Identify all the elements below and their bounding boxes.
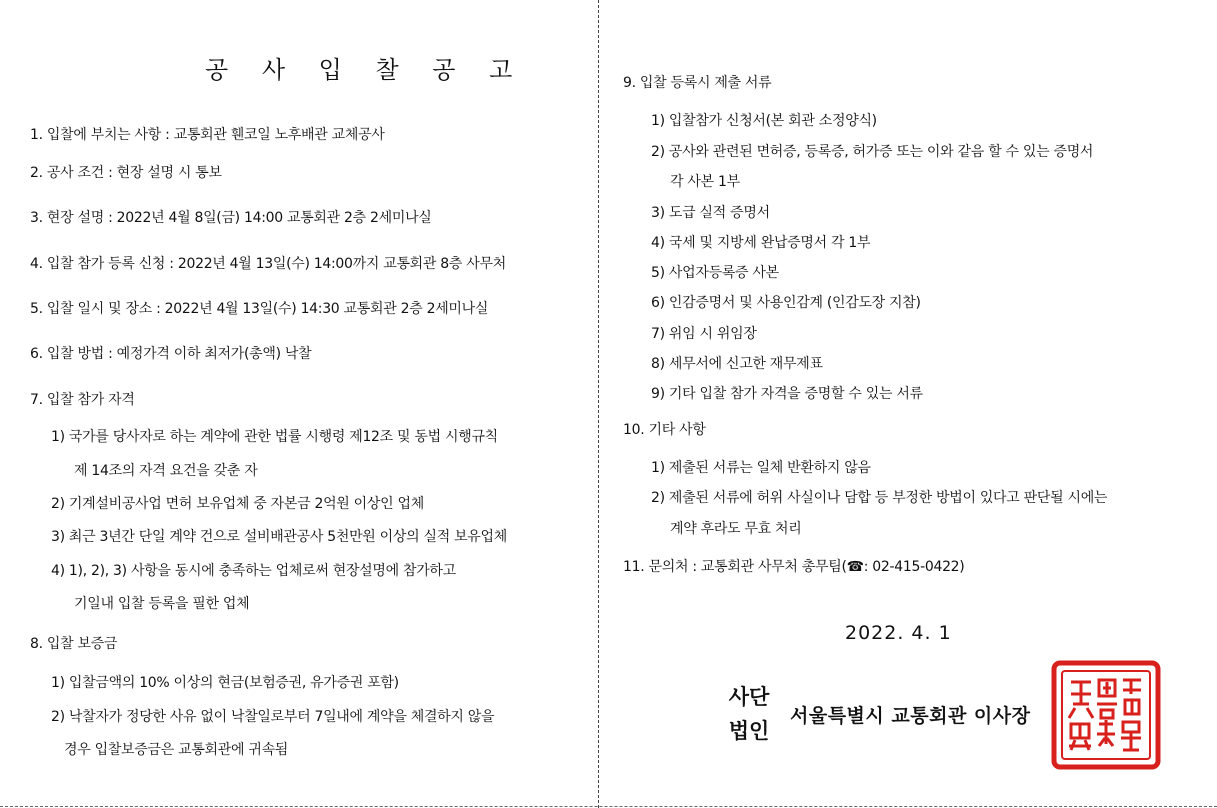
section-9-item-9: 9) 기타 입찰 참가 자격을 증명할 수 있는 서류 — [651, 386, 923, 402]
section-1: 1. 입찰에 부치는 사항 : 교통회관 휀코일 노후배관 교체공사 — [30, 127, 385, 143]
section-9-item-6: 6) 인감증명서 및 사용인감계 (인감도장 지참) — [651, 295, 921, 311]
section-9-item-7: 7) 위임 시 위임장 — [651, 326, 757, 342]
section-8-item-1: 1) 입찰금액의 10% 이상의 현금(보험증권, 유가증권 포함) — [51, 675, 399, 691]
section-10-item-1: 1) 제출된 서류는 일체 반환하지 않음 — [651, 460, 871, 476]
section-8-item-2-cont: 경우 입찰보증금은 교통회관에 귀속됨 — [64, 742, 289, 758]
column-divider — [598, 0, 599, 808]
section-6: 6. 입찰 방법 : 예정가격 이하 최저가(총액) 낙찰 — [30, 346, 312, 362]
section-10-item-2: 2) 제출된 서류에 허위 사실이나 담합 등 부정한 방법이 있다고 판단될 시에는 — [651, 490, 1108, 506]
section-5: 5. 입찰 일시 및 장소 : 2022년 4월 13일(수) 14:30 교통회관 2층 2세미나실 — [30, 301, 489, 317]
section-7-item-4-cont: 기일내 입찰 등록을 필한 업체 — [74, 596, 250, 612]
section-9-item-2-cont: 각 사본 1부 — [670, 174, 740, 190]
corporation-type — [727, 680, 771, 748]
corporation-type-line-1: 사단 — [728, 684, 770, 709]
section-7: 7. 입찰 참가 자격 — [30, 392, 135, 408]
document-title: 공 사 입 찰 공 고 — [205, 56, 526, 84]
section-9-item-2: 2) 공사와 관련된 면허증, 등록증, 허가증 또는 이와 같음 할 수 있는 증명서 — [651, 144, 1094, 160]
section-7-item-3: 3) 최근 3년간 단일 계약 건으로 설비배관공사 5천만원 이상의 실적 보유업체 — [51, 529, 507, 545]
section-9-item-1: 1) 입찰참가 신청서(본 회관 소정양식) — [651, 113, 877, 129]
issuer-name: 서울특별시 교통회관 이사장 — [790, 705, 1031, 727]
section-9-item-4: 4) 국세 및 지방세 완납증명서 각 1부 — [651, 235, 871, 251]
announcement-date: 2022. 4. 1 — [845, 622, 952, 644]
section-10-item-2-cont: 계약 후라도 무효 처리 — [670, 521, 802, 537]
section-4: 4. 입찰 참가 등록 신청 : 2022년 4월 13일(수) 14:00까지 교통회관 8층 사무처 — [30, 256, 506, 272]
bottom-divider — [0, 806, 1217, 807]
section-8: 8. 입찰 보증금 — [30, 636, 118, 652]
section-7-item-1-cont: 제 14조의 자격 요건을 갖춘 자 — [74, 463, 258, 479]
section-9-item-8: 8) 세무서에 신고한 재무제표 — [651, 356, 823, 372]
section-7-item-4: 4) 1), 2), 3) 사항을 동시에 충족하는 업체로써 현장설명에 참가하고 — [51, 563, 456, 579]
section-11: 11. 문의처 : 교통회관 사무처 총무팀(☎: 02-415-0422) — [623, 559, 965, 575]
section-3: 3. 현장 설명 : 2022년 4월 8일(금) 14:00 교통회관 2층 2세미나실 — [30, 210, 432, 226]
section-9: 9. 입찰 등록시 제출 서류 — [623, 75, 772, 91]
section-10: 10. 기타 사항 — [623, 422, 706, 438]
section-8-item-2: 2) 낙찰자가 정당한 사유 없이 낙찰일로부터 7일내에 계약을 체결하지 않을 — [51, 709, 495, 725]
section-7-item-1: 1) 국가를 당사자로 하는 계약에 관한 법률 시행령 제12조 및 동법 시행규칙 — [51, 429, 498, 445]
section-7-item-2: 2) 기계설비공사업 면허 보유업체 중 자본금 2억원 이상인 업체 — [51, 496, 424, 512]
section-9-item-5: 5) 사업자등록증 사본 — [651, 265, 779, 281]
red-official-seal-icon — [1051, 660, 1161, 770]
corporation-type-line-2: 법인 — [728, 718, 770, 743]
section-2: 2. 공사 조건 : 현장 설명 시 통보 — [30, 165, 222, 181]
section-9-item-3: 3) 도급 실적 증명서 — [651, 205, 770, 221]
